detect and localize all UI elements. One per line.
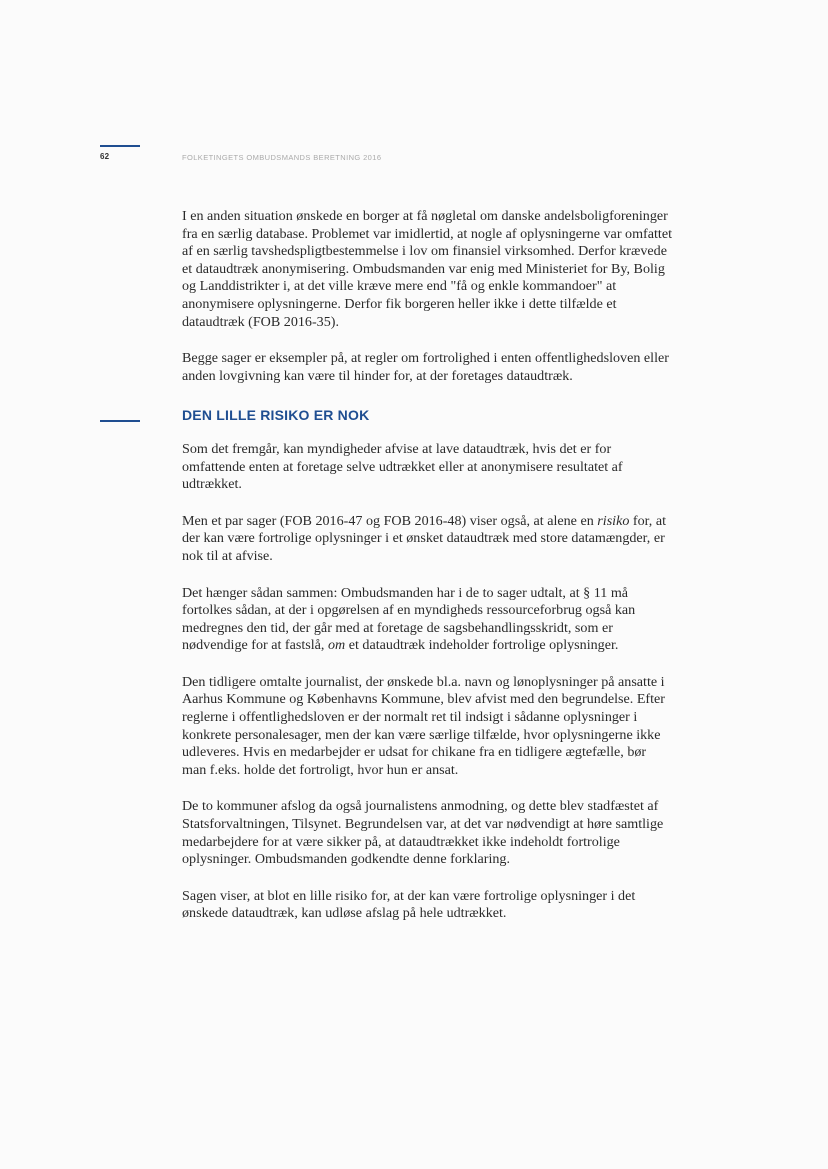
text-run: et dataudtræk indeholder fortrolige oplysninger. [345, 637, 619, 654]
emphasis: risiko [597, 512, 630, 529]
paragraph: Begge sager er eksempler på, at regler om fortrolighed i enten offentlighedsloven eller anden lovgivning kan være til hinder for, at der foretages dataudtræk. [182, 350, 669, 384]
running-title: FOLKETINGETS OMBUDSMANDS BERETNING 2016 [182, 153, 382, 162]
body-text [182, 208, 672, 942]
paragraph [182, 513, 672, 566]
header-rule [100, 145, 140, 147]
paragraph: Som det fremgår, kan myndigheder afvise at lave dataudtræk, hvis det er for omfattende enten at foretage selve udtrækket eller at anonymisere resultatet af udtrækket. [182, 440, 623, 493]
text-run: Men et par sager (FOB 2016-47 og FOB 2016-48) viser også, at alene en [182, 512, 598, 529]
paragraph: Den tidligere omtalte journalist, der ønskede bl.a. navn og lønoplysninger på ansatte i Aarhus Kommune og Københavns Kommune, blev afvist med den begrundelse. Efter reglerne i offentlighedsloven er der normalt ret til indsigt i sådanne oplysninger i konkrete personalesager, men der kan være særlige tilfælde, hvor oplysningerne ikke udleveres. Hvis en medarbejder er udsat for chikane fra en tidligere ægtefælle, bør man f.eks. holde det fortroligt, hvor hun er ansat. [182, 673, 665, 778]
emphasis: om [327, 637, 346, 654]
paragraph [182, 585, 672, 655]
section-heading: DEN LILLE RISIKO ER NOK [182, 407, 370, 424]
paragraph: Sagen viser, at blot en lille risiko for, at der kan være fortrolige oplysninger i det ønskede dataudtræk, kan udløse afslag på hele udtrækket. [182, 887, 636, 922]
paragraph: De to kommuner afslog da også journalistens anmodning, og dette blev stadfæstet af Statsforvaltningen, Tilsynet. Begrundelsen var, at det var nødvendigt at høre samtlige medarbejdere for at være sikker på, at dataudtrækket ikke indeholdt fortrolige oplysninger. Ombudsmanden godkendte denne forklaring. [182, 798, 664, 868]
text-run: Det hænger sådan sammen: Ombudsmanden har i de to sager udtalt, at § 11 må fortolkes sådan, at der i opgørelsen af en myndigheds ressourceforbrug også kan medregnes den tid, der går med at foretage de sagsbehandlingsskridt, som er nødvendige for at fastslå, [182, 584, 636, 654]
paragraph: I en anden situation ønskede en borger at få nøgletal om danske andelsboligforeninger fra en særlig database. Problemet var imidlertid, at nogle af oplysningerne var omfattet af en særlig tavshedspligtbestemmelse i lov om finansiel virksomhed. Derfor krævede et dataudtræk anonymisering. Ombudsmanden var enig med Ministeriet for By, Bolig og Landdistrikter i, at det ville kræve mere end "få og enkle kommandoer" at anonymisere oplysningerne. Derfor fik borgeren heller ikke i dette tilfælde et dataudtræk (FOB 2016-35). [182, 208, 672, 330]
section-divider-rule [100, 420, 140, 422]
page-number: 62 [100, 152, 110, 161]
text-run: for, at der kan være fortrolige oplysninger i et ønsket dataudtræk med store datamængder, er nok til at afvise. [182, 512, 667, 564]
